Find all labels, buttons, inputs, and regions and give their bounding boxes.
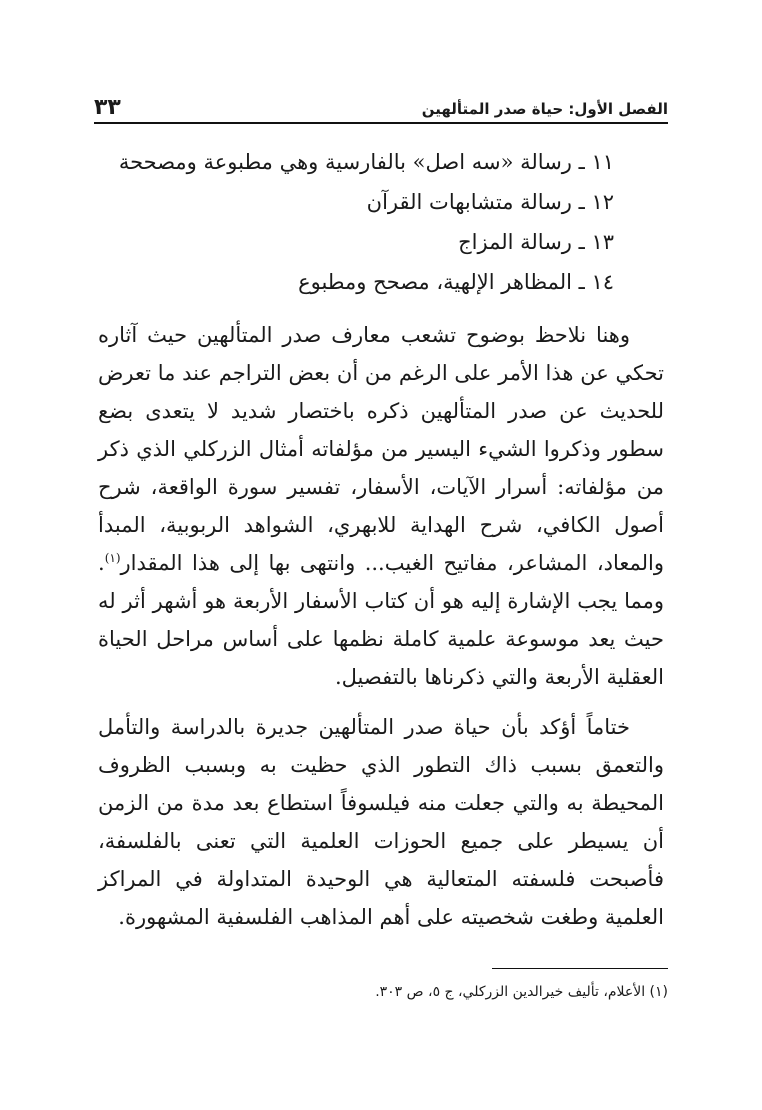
paragraph-2 — [98, 708, 664, 936]
paragraph-2-text: ختاماً أؤكد بأن حياة صدر المتألهين جديرة بالدراسة والتأمل والتعمق بسبب ذاك التطور الذي حظيت به وبسبب الظروف المحيطة به والتي جعلت منه فيلسوفاً استطاع بعد مدة من الزمن أن يسيطر على جميع الحوزات العلمية التي تعنى بالفلسفة، فأصبحت فلسفته المتعالية هي الوحيدة المتداولة في المراكز العلمية وطغت شخصيته على أهم المذاهب الفلسفية المشهورة. — [98, 715, 664, 929]
paragraph-1 — [98, 316, 664, 696]
chapter-title: الفصل الأول: حياة صدر المتألهين — [421, 100, 668, 118]
footnote: (١) الأعلام، تأليف خيرالدين الزركلي، ج ٥، ص ٣٠٣. — [375, 984, 668, 1000]
list-item: ١٤ ـ المظاهر الإلهية، مصحح ومطبوع — [298, 270, 614, 294]
running-header — [94, 88, 668, 124]
page-number: ٣٣ — [94, 95, 121, 120]
paragraph-1-part-a: وهنا نلاحظ بوضوح تشعب معارف صدر المتألهين حيث آثاره تحكي عن هذا الأمر على الرغم من أن بعض التراجم عند ما تعرض للحديث عن صدر المتألهين ذكره باختصار شديد لا يتعدى بضع سطور وذكروا الشيء اليسير من مؤلفاته أمثال الزركلي الذي ذكر من مؤلفاته: أسرار الآيات، الأسفار، تفسير سورة الواقعة، شرح أصول الكافي، شرح الهداية للابهري، الشواهد الربوبية، المبدأ والمعاد، المشاعر، مفاتيح الغيب... وانتهى بها إلى هذا المقدار — [98, 323, 664, 575]
paragraph-1-text — [98, 316, 664, 696]
list-item: ١١ ـ رسالة «سه اصل» بالفارسية وهي مطبوعة ومصححة — [118, 150, 614, 174]
list-item: ١٢ ـ رسالة متشابهات القرآن — [366, 190, 614, 214]
footnote-divider — [492, 968, 668, 969]
paragraph-1-part-b: . ومما يجب الإشارة إليه هو أن كتاب الأسفار الأربعة هو أشهر أثر له حيث يعد موسوعة علمية كاملة نظمها على أساس مراحل الحياة العقلية الأربعة والتي ذكرناها بالتفصيل. — [98, 551, 664, 689]
works-list — [94, 142, 614, 302]
footnote-marker: (١) — [104, 551, 121, 565]
list-item: ١٣ ـ رسالة المزاج — [458, 230, 614, 254]
